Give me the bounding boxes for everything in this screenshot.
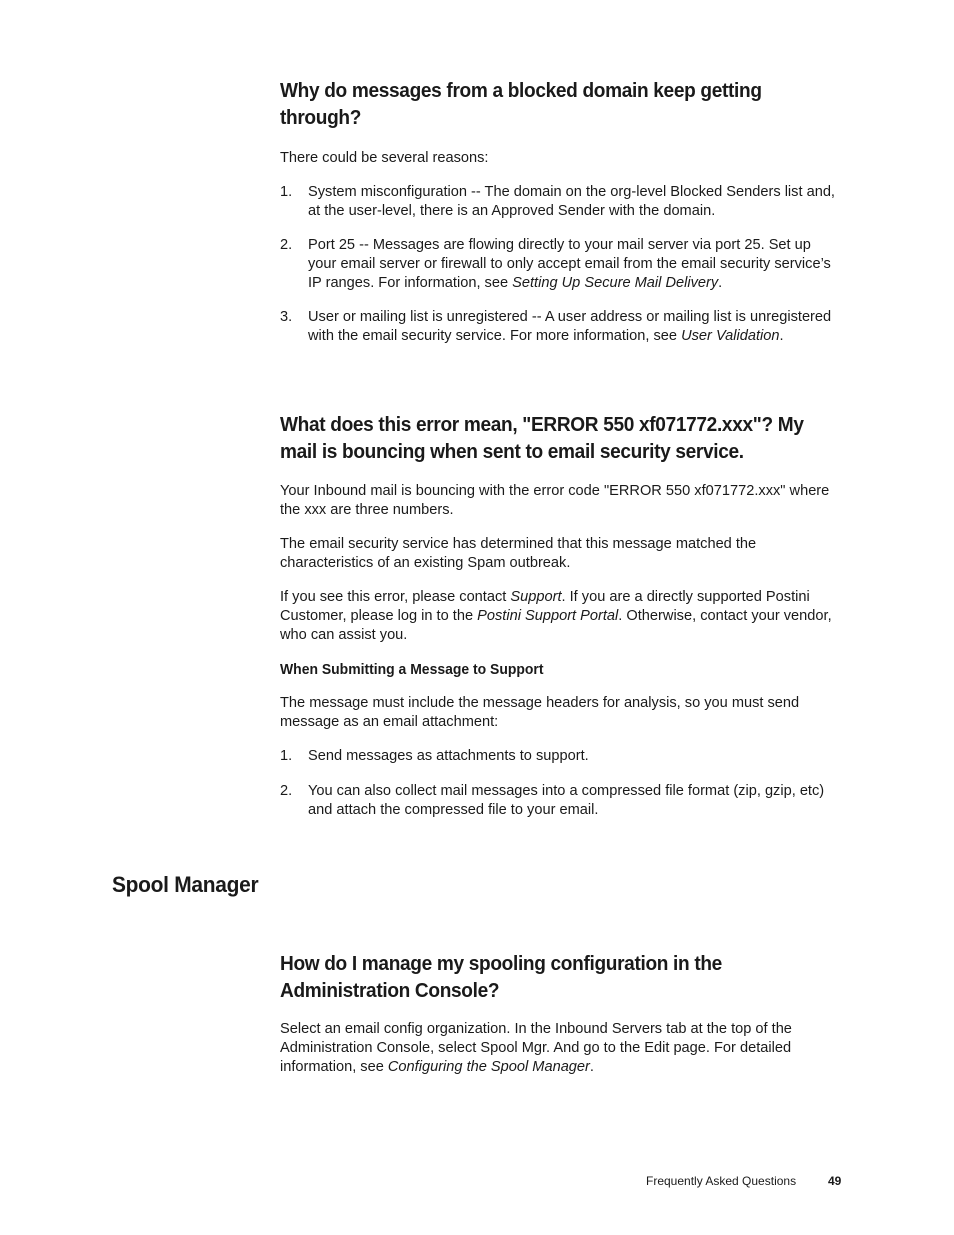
list-number: 2. bbox=[280, 783, 293, 799]
footer-chapter-label: Frequently Asked Questions bbox=[646, 1174, 797, 1188]
list-number: 3. bbox=[280, 309, 293, 325]
xref-link[interactable]: Configuring the Spool Manager bbox=[387, 1059, 590, 1075]
subheading: When Submitting a Message to Support bbox=[280, 661, 544, 678]
list-text: Send messages as attachments to support. bbox=[308, 748, 589, 764]
paragraph: The message must include the message headers for analysis, so you must send message as an email attachment: bbox=[280, 695, 800, 730]
xref-link[interactable]: User Validation bbox=[681, 328, 780, 344]
page-number: 49 bbox=[828, 1174, 842, 1188]
list-text: You can also collect mail messages into a compressed file format (zip, gzip, etc) and attach the compressed file to your email. bbox=[308, 783, 825, 818]
paragraph: Select an email config organization. In the Inbound Servers tab at the top of the Administration Console, select Spool Mgr. And go to the Edit page. For detailed information, see Configuring the Spool Manager. bbox=[280, 1021, 792, 1075]
paragraph: If you see this error, please contact Support. If you are a directly supported Postini Customer, please log in to the Postini Support Portal. Otherwise, contact your vendor, who can assist you. bbox=[280, 589, 832, 643]
paragraph: The email security service has determined that this message matched the characteristics of an existing Spam outbreak. bbox=[280, 536, 757, 571]
question-heading-error-550: What does this error mean, "ERROR 550 xf071772.xxx"? My mail is bouncing when sent to email security service. bbox=[280, 413, 804, 463]
question-heading-spooling: How do I manage my spooling configuration in the Administration Console? bbox=[280, 952, 722, 1002]
list-text: System misconfiguration -- The domain on the org-level Blocked Senders list and, at the user-level, there is an Approved Sender with the domain. bbox=[308, 184, 835, 219]
support-portal-link[interactable]: Postini Support Portal bbox=[477, 608, 619, 624]
section-heading: Spool Manager bbox=[112, 872, 259, 897]
list-number: 1. bbox=[280, 748, 293, 764]
list-number: 2. bbox=[280, 237, 293, 253]
paragraph: Your Inbound mail is bouncing with the error code "ERROR 550 xf071772.xxx" where the xxx are three numbers. bbox=[280, 483, 830, 518]
xref-link[interactable]: Setting Up Secure Mail Delivery bbox=[512, 275, 719, 291]
list-number: 1. bbox=[280, 184, 293, 200]
intro-text: There could be several reasons: bbox=[280, 150, 489, 166]
question-heading-blocked-domain: Why do messages from a blocked domain keep getting through? bbox=[280, 79, 762, 129]
list-text: User or mailing list is unregistered -- A user address or mailing list is unregistered with the email security service. For more information, see User Validation. bbox=[308, 309, 832, 344]
support-link[interactable]: Support bbox=[510, 589, 562, 605]
list-text: Port 25 -- Messages are flowing directly to your mail server via port 25. Set up your email server or firewall to only accept email from the email security service’s IP ranges. For information, see Setting Up Secure Mail Delivery. bbox=[308, 237, 831, 291]
